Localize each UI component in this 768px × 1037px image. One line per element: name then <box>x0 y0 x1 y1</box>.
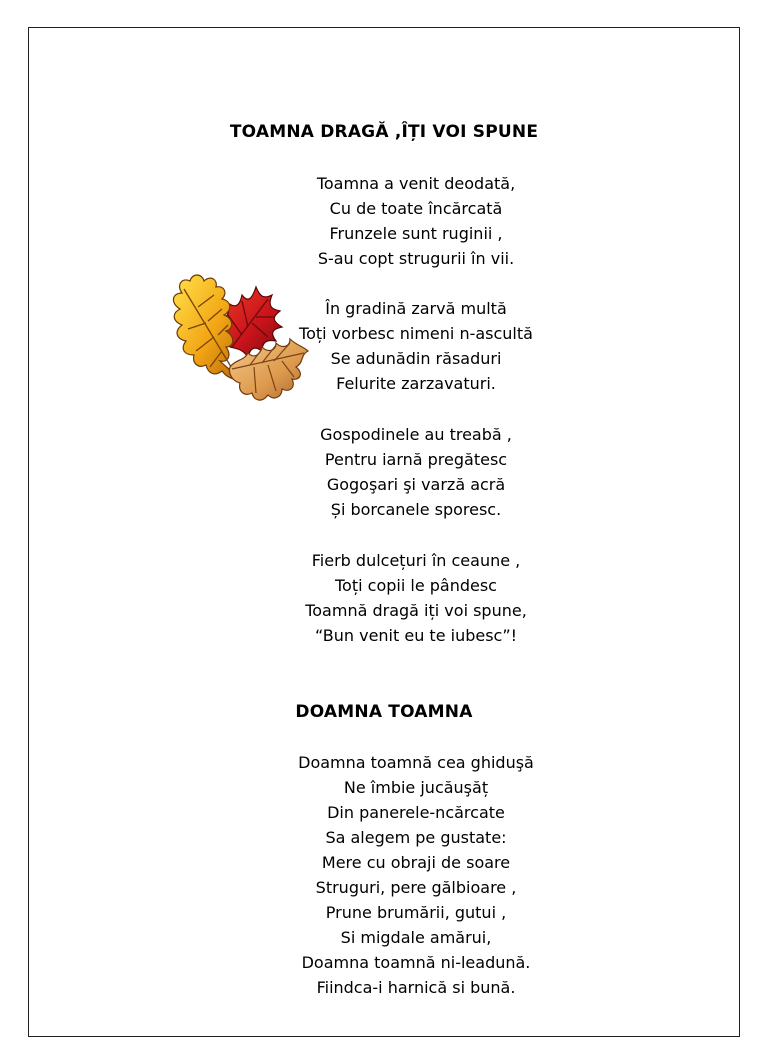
poem-line: Si migdale amărui, <box>340 928 492 947</box>
poem-1-title: TOAMNA DRAGĂ ,ÎȚI VOI SPUNE <box>229 122 539 142</box>
poem-line: Și borcanele sporesc. <box>330 500 502 519</box>
poem-line: Fiindca-i harnică si bună. <box>316 978 516 997</box>
poem-1-stanza-4 <box>0 548 768 648</box>
poem-1-stanza-2 <box>0 296 768 396</box>
poem-line: Sa alegem pe gustate: <box>325 828 507 847</box>
poem-line: Toamnă dragă iți voi spune, <box>305 601 527 620</box>
poem-line: Felurite zarzavaturi. <box>336 374 496 393</box>
poem-1-stanza-1 <box>0 171 768 271</box>
poem-line: S-au copt strugurii în vii. <box>317 249 515 268</box>
poem-line: Struguri, pere gălbioare , <box>315 878 517 897</box>
poem-line: Prune brumării, gutui , <box>325 903 507 922</box>
poem-line: Mere cu obraji de soare <box>321 853 511 872</box>
poem-line: “Bun venit eu te iubesc”! <box>314 626 518 645</box>
poem-line: Doamna toamnă cea ghiduşă <box>298 753 534 772</box>
poem-line: În gradină zarvă multă <box>325 299 507 318</box>
poem-line: Doamna toamnă ni-leadună. <box>301 953 531 972</box>
poem-line: Fierb dulcețuri în ceaune , <box>311 551 521 570</box>
poem-line: Frunzele sunt ruginii , <box>329 224 503 243</box>
poem-line: Toți copii le pândesc <box>335 576 497 595</box>
poem-line: Toți vorbesc nimeni n-ascultă <box>299 324 533 343</box>
poem-line: Cu de toate încărcată <box>329 199 503 218</box>
poem-line: Se adunădin răsaduri <box>330 349 502 368</box>
poem-line: Ne îmbie jucăuşăț <box>343 778 489 797</box>
poem-line: Gospodinele au treabă , <box>320 425 512 444</box>
poem-line: Gogoşari şi varză acră <box>326 475 506 494</box>
poem-1-stanza-3 <box>0 422 768 522</box>
poem-line: Toamna a venit deodată, <box>316 174 516 193</box>
poem-2-stanza <box>0 750 768 1000</box>
poem-2-title: DOAMNA TOAMNA <box>295 702 473 722</box>
poem-line: Pentru iarnă pregătesc <box>324 450 508 469</box>
poem-line: Din panerele-ncărcate <box>327 803 505 822</box>
